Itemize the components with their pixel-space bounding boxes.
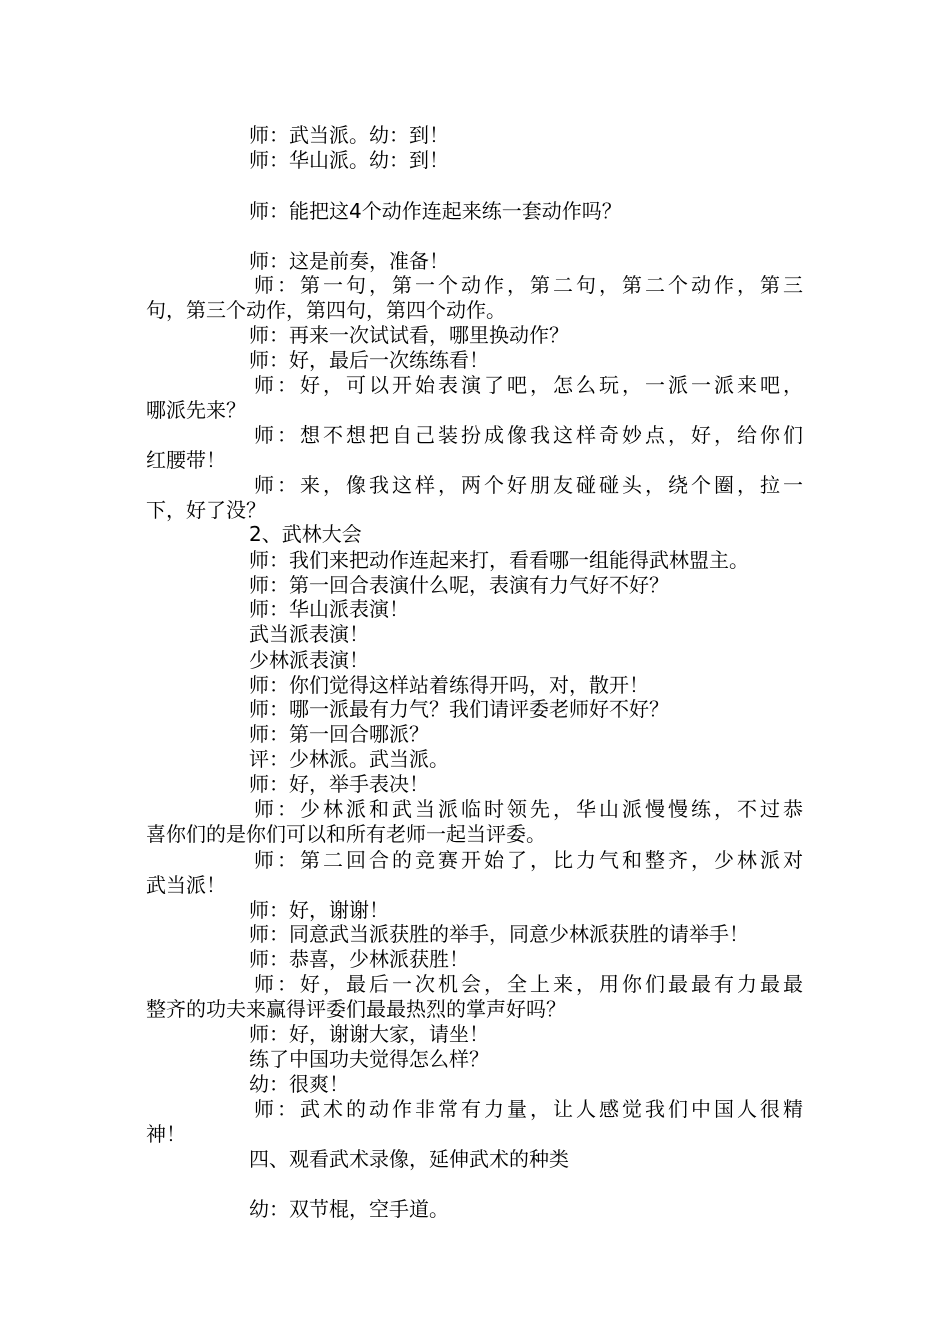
text-line: 武当派！: [146, 873, 226, 897]
text-line: 神！: [146, 1122, 186, 1146]
text-line: 师：好，可以开始表演了吧，怎么玩，一派一派来吧，: [254, 373, 803, 397]
text-line: 师：好，谢谢大家，请坐！: [249, 1022, 489, 1046]
text-line: 师：好，谢谢！: [249, 898, 389, 922]
text-line: 师：恭喜，少林派获胜！: [249, 947, 469, 971]
section-heading: 2、武林大会: [249, 522, 362, 546]
text-line: 师：好，最后一次机会，全上来，用你们最最有力最最: [254, 972, 803, 996]
text-line: 师：同意武当派获胜的举手，同意少林派获胜的请举手！: [249, 922, 749, 946]
text-line: 师：好，最后一次练练看！: [249, 348, 489, 372]
text-line: 幼：很爽！: [249, 1072, 349, 1096]
text-line: 师：少林派和武当派临时领先，华山派慢慢练，不过恭: [254, 797, 803, 821]
text-line: 师：第一回合哪派？: [249, 722, 429, 746]
text-line: 哪派先来？: [146, 398, 246, 422]
text-line: 句，第三个动作，第四句，第四个动作。: [146, 298, 506, 322]
text-line: 师：我们来把动作连起来打，看看哪一组能得武林盟主。: [249, 548, 749, 572]
text-line: 师：哪一派最有力气？我们请评委老师好不好？: [249, 697, 669, 721]
text-line: 师：第一回合表演什么呢，表演有力气好不好？: [249, 573, 669, 597]
text-line: 少林派表演！: [249, 648, 369, 672]
text-line: 下，好了没？: [146, 498, 266, 522]
section-heading: 四、观看武术录像，延伸武术的种类: [249, 1147, 569, 1171]
text-line: 喜你们的是你们可以和所有老师一起当评委。: [146, 822, 546, 846]
text-line: 师：武术的动作非常有力量，让人感觉我们中国人很精: [254, 1097, 803, 1121]
text-line: 师：华山派表演！: [249, 597, 409, 621]
text-line: 师：第二回合的竞赛开始了，比力气和整齐，少林派对: [254, 848, 803, 872]
text-line: 练了中国功夫觉得怎么样？: [249, 1047, 489, 1071]
text-line: 师：好，举手表决！: [249, 772, 429, 796]
text-line: 师：你们觉得这样站着练得开吗，对，散开！: [249, 673, 649, 697]
text-line: 师：这是前奏，准备！: [249, 249, 449, 273]
text-line: 师：华山派。幼：到！: [249, 148, 449, 172]
text-line: 师：想不想把自己装扮成像我这样奇妙点，好，给你们: [254, 423, 803, 447]
text-line: 师：来，像我这样，两个好朋友碰碰头，绕个圈，拉一: [254, 473, 803, 497]
text-line: 评：少林派。武当派。: [249, 747, 449, 771]
text-line: 师：能把这4个动作连起来练一套动作吗？: [249, 199, 622, 223]
text-line: 幼：双节棍，空手道。: [249, 1197, 449, 1221]
text-line: 师：武当派。幼：到！: [249, 123, 449, 147]
text-line: 整齐的功夫来赢得评委们最最热烈的掌声好吗？: [146, 997, 566, 1021]
text-line: 武当派表演！: [249, 622, 369, 646]
text-line: 师：第一句，第一个动作，第二句，第二个动作，第三: [254, 273, 803, 297]
text-line: 师：再来一次试试看，哪里换动作？: [249, 323, 569, 347]
text-line: 红腰带！: [146, 448, 226, 472]
